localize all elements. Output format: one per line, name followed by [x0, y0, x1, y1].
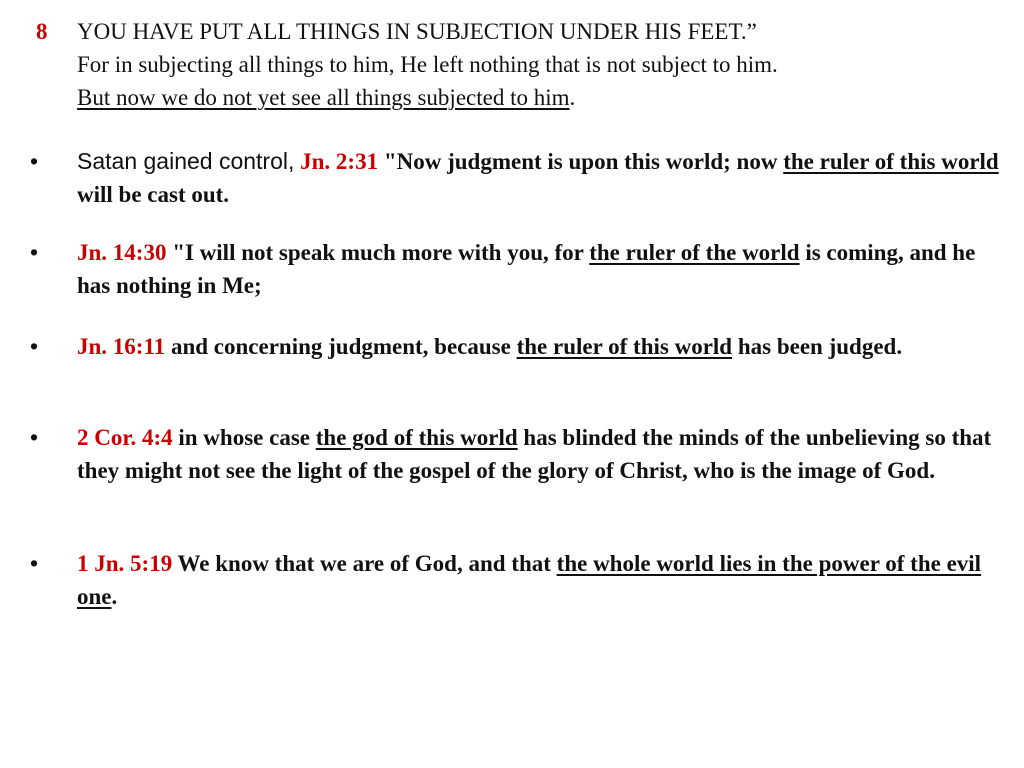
bullet-text: "I will not speak much more with you, for [172, 240, 584, 265]
bullet-dot-icon: • [30, 550, 39, 576]
bullet-prefix: Satan gained control, [77, 148, 295, 174]
scripture-reference: Jn. 16:11 [77, 334, 166, 359]
scripture-reference: 1 Jn. 5:19 [77, 551, 173, 576]
bullet-text-end: . [111, 584, 118, 609]
bullet-underlined-text: the whole world lies in the power of the evil one [77, 551, 982, 609]
verse-line-3-end: . [569, 85, 576, 110]
bullet-underlined-text: the ruler of this world [783, 149, 999, 174]
scripture-reference: Jn. 2:31 [300, 149, 379, 174]
bullet-text-end: has been judged. [737, 334, 903, 359]
bullet-dot-icon: • [30, 424, 39, 450]
bullet-underlined-text: the ruler of this world [516, 334, 733, 359]
bullet-text: and concerning judgment, because [170, 334, 511, 359]
bullet-item [30, 421, 1005, 487]
verse-line-2: For in subjecting all things to him, He left nothing that is not subject to him. [77, 52, 778, 77]
bullet-item [30, 547, 1005, 613]
bullet-dot-icon: • [30, 333, 39, 359]
scripture-reference: Jn. 14:30 [77, 240, 167, 265]
bullet-item [30, 330, 1005, 363]
bullet-underlined-text: the god of this world [315, 425, 518, 450]
bullet-dot-icon: • [30, 148, 39, 174]
bullet-text-end: is coming, and he has nothing in Me; [77, 240, 976, 298]
verse-line-3-underlined: But now we do not yet see all things subjected to him [77, 85, 570, 110]
bullet-text: in whose case [178, 425, 310, 450]
verse-number: 8 [36, 19, 48, 44]
bullet-item [30, 145, 1005, 211]
bullet-text: We know that we are of God, and that [177, 551, 551, 576]
bullet-dot-icon: • [30, 239, 39, 265]
verse-8-block [36, 15, 1006, 114]
bullet-text-end: will be cast out. [77, 182, 230, 207]
verse-line-1: YOU HAVE PUT ALL THINGS IN SUBJECTION UNDER HIS FEET.” [77, 19, 757, 44]
bullet-text-end: has blinded the minds of the unbelieving so that they might not see the light of the gospel of the glory of Christ, who is the image of God. [77, 425, 992, 483]
scripture-reference: 2 Cor. 4:4 [77, 425, 173, 450]
verse-line-3 [77, 81, 1006, 114]
bullet-text: "Now judgment is upon this world; now [383, 149, 778, 174]
bullet-item [30, 236, 1005, 302]
bullet-underlined-text: the ruler of the world [589, 240, 800, 265]
